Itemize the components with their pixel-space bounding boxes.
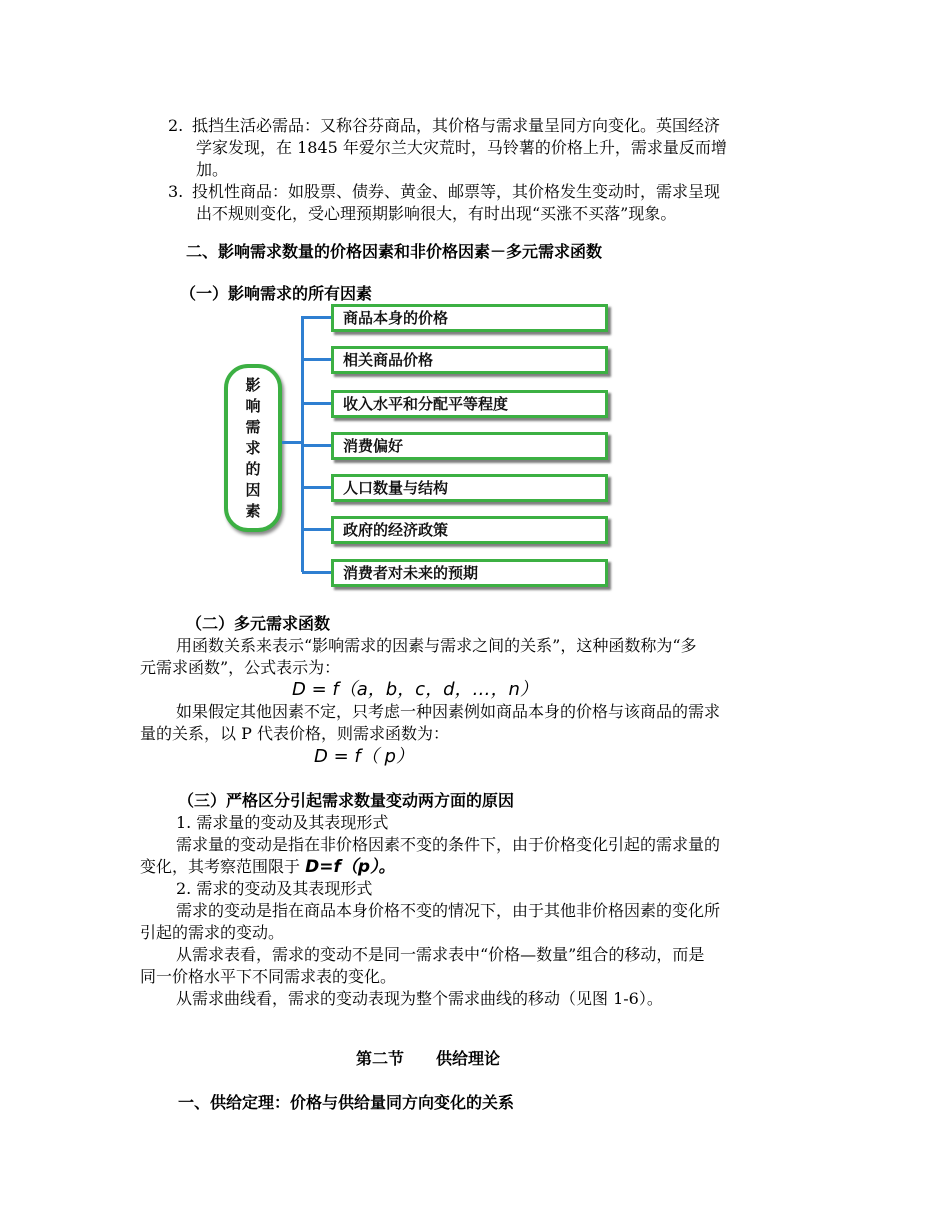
paragraph-text: 变化，其考察范围限于 xyxy=(140,857,301,876)
numbered-subheading: 2. 需求的变动及其表现形式 xyxy=(176,879,373,898)
factor-box: 消费者对未来的预期 xyxy=(331,559,608,587)
list-number: 2. xyxy=(168,116,184,135)
list-item-2 xyxy=(168,115,720,137)
factor-box: 收入水平和分配平等程度 xyxy=(331,390,608,418)
list-text-line: 加。 xyxy=(196,160,229,179)
paragraph-line: 同一价格水平下不同需求表的变化。 xyxy=(140,967,397,986)
paragraph-line: 用函数关系来表示“影响需求的因素与需求之间的关系”，这种函数称为“多 xyxy=(176,636,697,655)
connector-branch xyxy=(302,486,332,489)
factor-box: 人口数量与结构 xyxy=(331,474,608,502)
section-heading: 一、供给定理：价格与供给量同方向变化的关系 xyxy=(178,1093,515,1112)
connector-branch xyxy=(302,402,332,405)
formula-single: D = f（ p） xyxy=(314,746,414,767)
connector-branch xyxy=(302,444,332,447)
numbered-subheading: 1. 需求量的变动及其表现形式 xyxy=(176,813,389,832)
list-text-line: 投机性商品：如股票、债券、黄金、邮票等，其价格发生变动时，需求呈现 xyxy=(192,182,721,201)
section-heading: 二、影响需求数量的价格因素和非价格因素－多元需求函数 xyxy=(186,242,603,261)
connector-branch xyxy=(302,358,332,361)
list-item-3 xyxy=(168,181,720,203)
chapter-section-title: 第二节 供给理论 xyxy=(356,1049,501,1068)
paragraph-line: 从需求表看，需求的变动不是同一需求表中“价格—数量”组合的移动，而是 xyxy=(176,945,705,964)
connector-branch xyxy=(302,528,332,531)
factor-box: 相关商品价格 xyxy=(331,346,608,374)
paragraph-line: 需求量的变动是指在非价格因素不变的条件下，由于价格变化引起的需求量的 xyxy=(176,835,721,854)
list-number: 3. xyxy=(168,182,184,201)
factor-box: 政府的经济政策 xyxy=(331,516,608,544)
paragraph-line: 元需求函数”，公式表示为： xyxy=(140,658,341,677)
factors-diagram xyxy=(218,298,603,594)
subsection-heading: （一）影响需求的所有因素 xyxy=(180,284,373,303)
diagram-root-node xyxy=(224,364,282,532)
subsection-heading: （二）多元需求函数 xyxy=(186,614,331,633)
factor-box: 商品本身的价格 xyxy=(331,304,608,332)
factor-box: 消费偏好 xyxy=(331,432,608,460)
list-text-line: 出不规则变化，受心理预期影响很大，有时出现“买涨不买落”现象。 xyxy=(196,204,677,223)
paragraph-line xyxy=(140,856,396,878)
subsection-heading: （三）严格区分引起需求数量变动两方面的原因 xyxy=(178,791,515,810)
formula-multivariate: D = f（a，b，c，d，…，n） xyxy=(292,679,538,700)
connector-stem xyxy=(282,441,302,444)
paragraph-line: 从需求曲线看，需求的变动表现为整个需求曲线的移动（见图 1-6）。 xyxy=(176,989,663,1008)
paragraph-line: 量的关系，以 P 代表价格，则需求函数为： xyxy=(140,724,449,743)
diagram-root-label: 影响需求的因素 xyxy=(245,375,261,520)
paragraph-line: 如果假定其他因素不定，只考虑一种因素例如商品本身的价格与该商品的需求 xyxy=(176,702,721,721)
connector-branch xyxy=(302,571,332,574)
list-text-line: 学家发现，在 1845 年爱尔兰大灾荒时，马铃薯的价格上升，需求量反而增 xyxy=(196,138,727,157)
connector-branch xyxy=(302,316,332,319)
paragraph-line: 引起的需求的变动。 xyxy=(140,923,285,942)
paragraph-line: 需求的变动是指在商品本身价格不变的情况下，由于其他非价格因素的变化所 xyxy=(176,901,721,920)
list-text-line: 抵挡生活必需品：又称谷芬商品，其价格与需求量呈同方向变化。英国经济 xyxy=(192,116,721,135)
inline-formula: D=f（p）。 xyxy=(305,857,396,877)
